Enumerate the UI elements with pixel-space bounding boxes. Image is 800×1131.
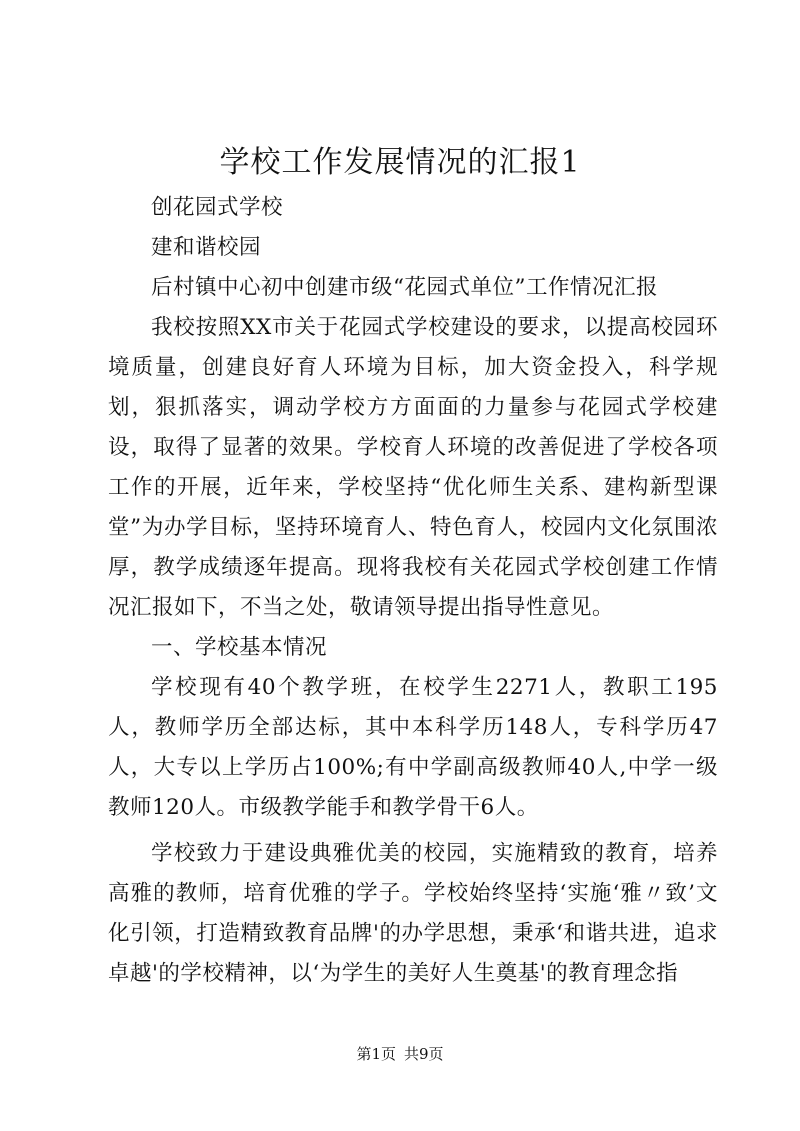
page-total: 共9页 [404, 1045, 444, 1063]
basic-info-paragraph: 学校现有40个教学班，在校学生2271人，教职工195人，教师学历全部达标，其中本科学历148人，专科学历47人，大专以上学历占100%;有中学副高级教师40人,中学一级教师120人。市级教学能手和教学骨干6人。 [108, 675, 718, 820]
document-title: 学校工作发展情况的汇报1 [219, 145, 581, 180]
section-heading-basic-info: 一、学校基本情况 [151, 635, 328, 660]
page-footer [0, 1044, 800, 1064]
page-number: 第1页 [356, 1045, 396, 1063]
school-philosophy-paragraph: 学校致力于建设典雅优美的校园，实施精致的教育，培养高雅的教师，培育优雅的学子。学校始终坚持‘实施‘雅〃致’文化引领，打造精致教育品牌'的办学思想，秉承‘和谐共进，追求卓越'的学校精神，以‘为学生的美好人生奠基'的教育理念指 [108, 841, 718, 986]
intro-paragraph: 我校按照XX市关于花园式学校建设的要求，以提高校园环境质量，创建良好育人环境为目标，加大资金投入，科学规划，狠抓落实，调动学校方方面面的力量参与花园式学校建设，取得了显著的效果。学校育人环境的改善促进了学校各项工作的开展，近年来，学校坚持“优化师生关系、建构新型课堂”为办学目标，坚持环境育人、特色育人，校园内文化氛围浓厚，教学成绩逐年提高。现将我校有关花园式学校创建工作情况汇报如下，不当之处，敬请领导提出指导性意见。 [108, 315, 718, 620]
heading-line-garden-school: 创花园式学校 [151, 195, 284, 220]
heading-line-harmonious-campus: 建和谐校园 [151, 235, 262, 260]
document-body [108, 188, 718, 994]
report-subtitle: 后村镇中心初中创建市级“花园式单位”工作情况汇报 [151, 275, 658, 300]
